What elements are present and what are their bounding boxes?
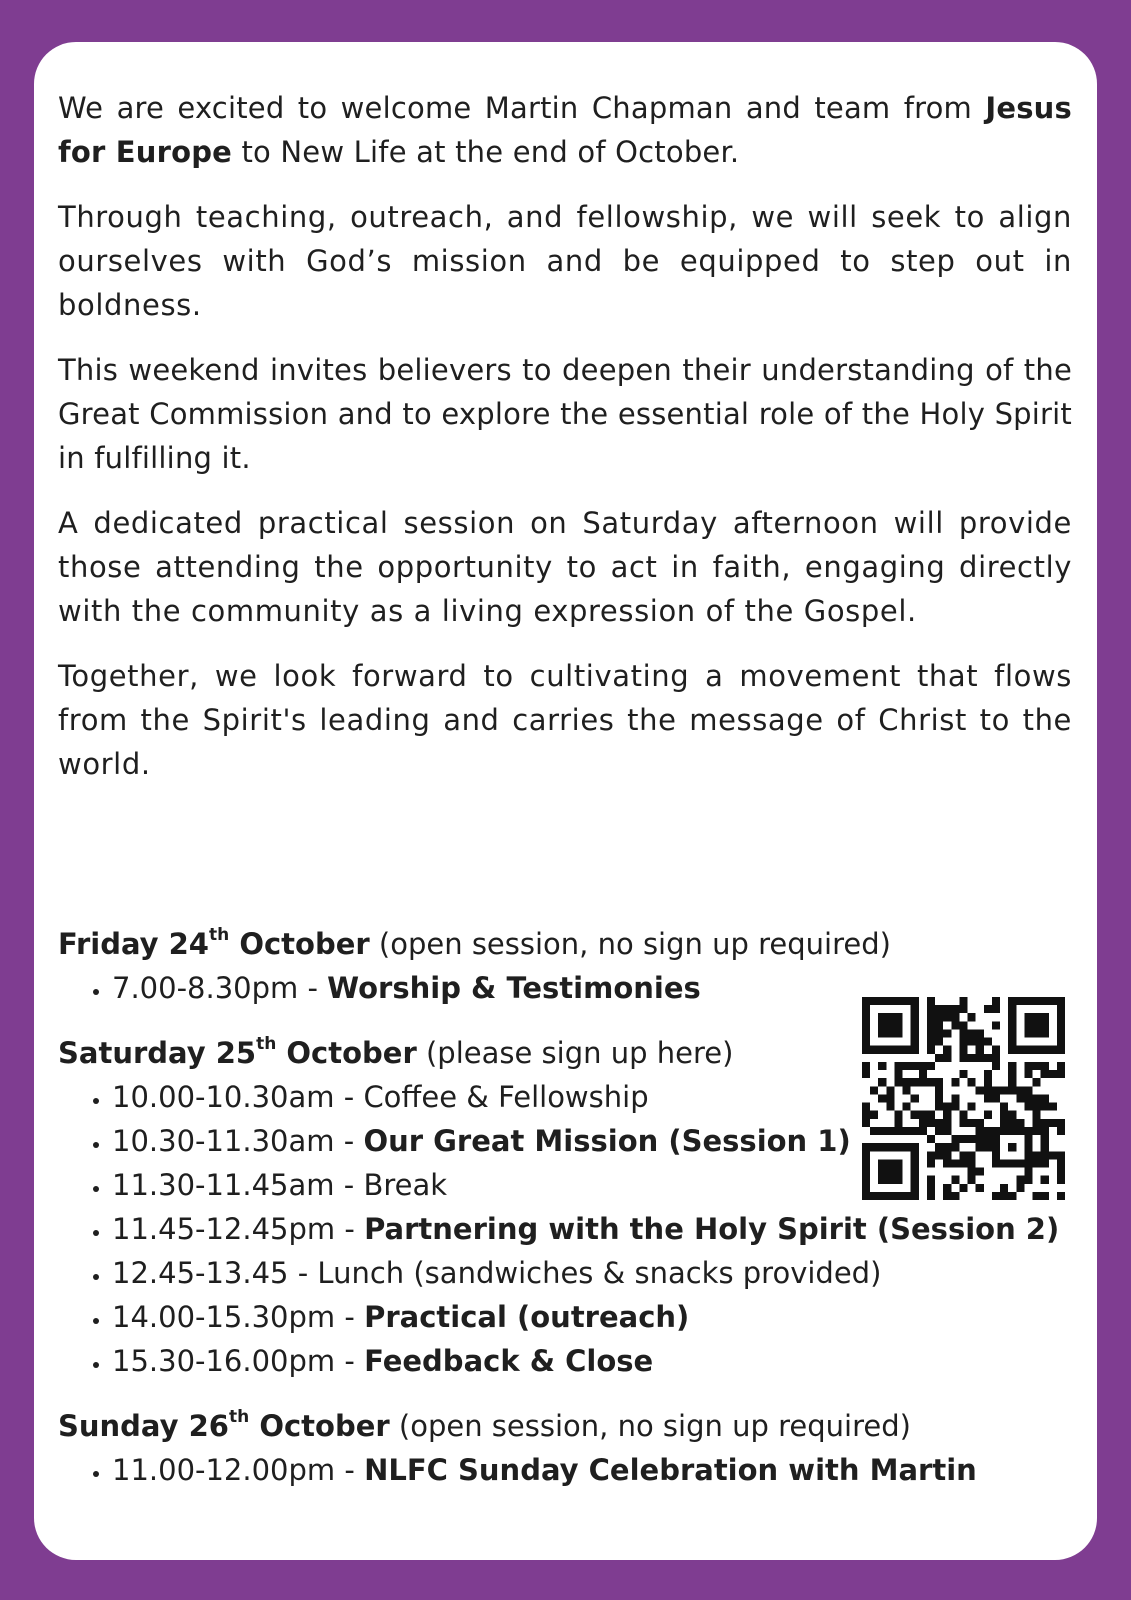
list-item: • 11.00-12.00pm - NLFC Sunday Celebration with Martin [112,1448,1072,1492]
intro-text [58,86,1072,807]
list-item: • 15.30-16.00pm - Feedback & Close [112,1339,1072,1383]
day-heading-friday: Friday 24th October (open session, no sign up required) [58,925,891,961]
list-item: • 10.00-10.30am - Coffee & Fellowship [112,1075,1072,1119]
qr-code-icon[interactable] [862,997,1065,1200]
day-heading-saturday: Saturday 25th October (please sign up here) [58,1034,734,1070]
intro-paragraph-1: We are excited to welcome Martin Chapman and team from Jesus for Europe to New Life at the end of October. [58,91,1072,169]
intro-paragraph-4: A dedicated practical session on Saturday afternoon will provide those attending the opportunity to act in faith, engaging directly with the community as a living expression of the Gospel. [58,506,1072,628]
intro-paragraph-5: Together, we look forward to cultivating a movement that flows from the Spirit's leading and carries the message of Christ to the world. [58,659,1072,781]
organisation-name: Jesus for Europe [58,91,1072,169]
list-item: • 11.45-12.45pm - Partnering with the Holy Spirit (Session 2) [112,1207,1072,1251]
list-item: • 7.00-8.30pm - Worship & Testimonies [112,966,1072,1010]
list-item: • 11.30-11.45am - Break [112,1163,1072,1207]
intro-paragraph-3: This weekend invites believers to deepen their understanding of the Great Commission and to explore the essential role of the Holy Spirit in fulfilling it. [58,353,1072,475]
list-item: • 10.30-11.30am - Our Great Mission (Session 1) [112,1119,1072,1163]
list-item: • 14.00-15.30pm - Practical (outreach) [112,1295,1072,1339]
day-heading-sunday: Sunday 26th October (open session, no sign up required) [58,1407,911,1443]
content-card [34,42,1097,1560]
intro-paragraph-2: Through teaching, outreach, and fellowship, we will seek to align ourselves with God’s mission and be equipped to step out in boldness. [58,200,1072,322]
list-item: • 12.45-13.45 - Lunch (sandwiches & snacks provided) [112,1251,1072,1295]
session-list-sunday [58,1448,1072,1492]
